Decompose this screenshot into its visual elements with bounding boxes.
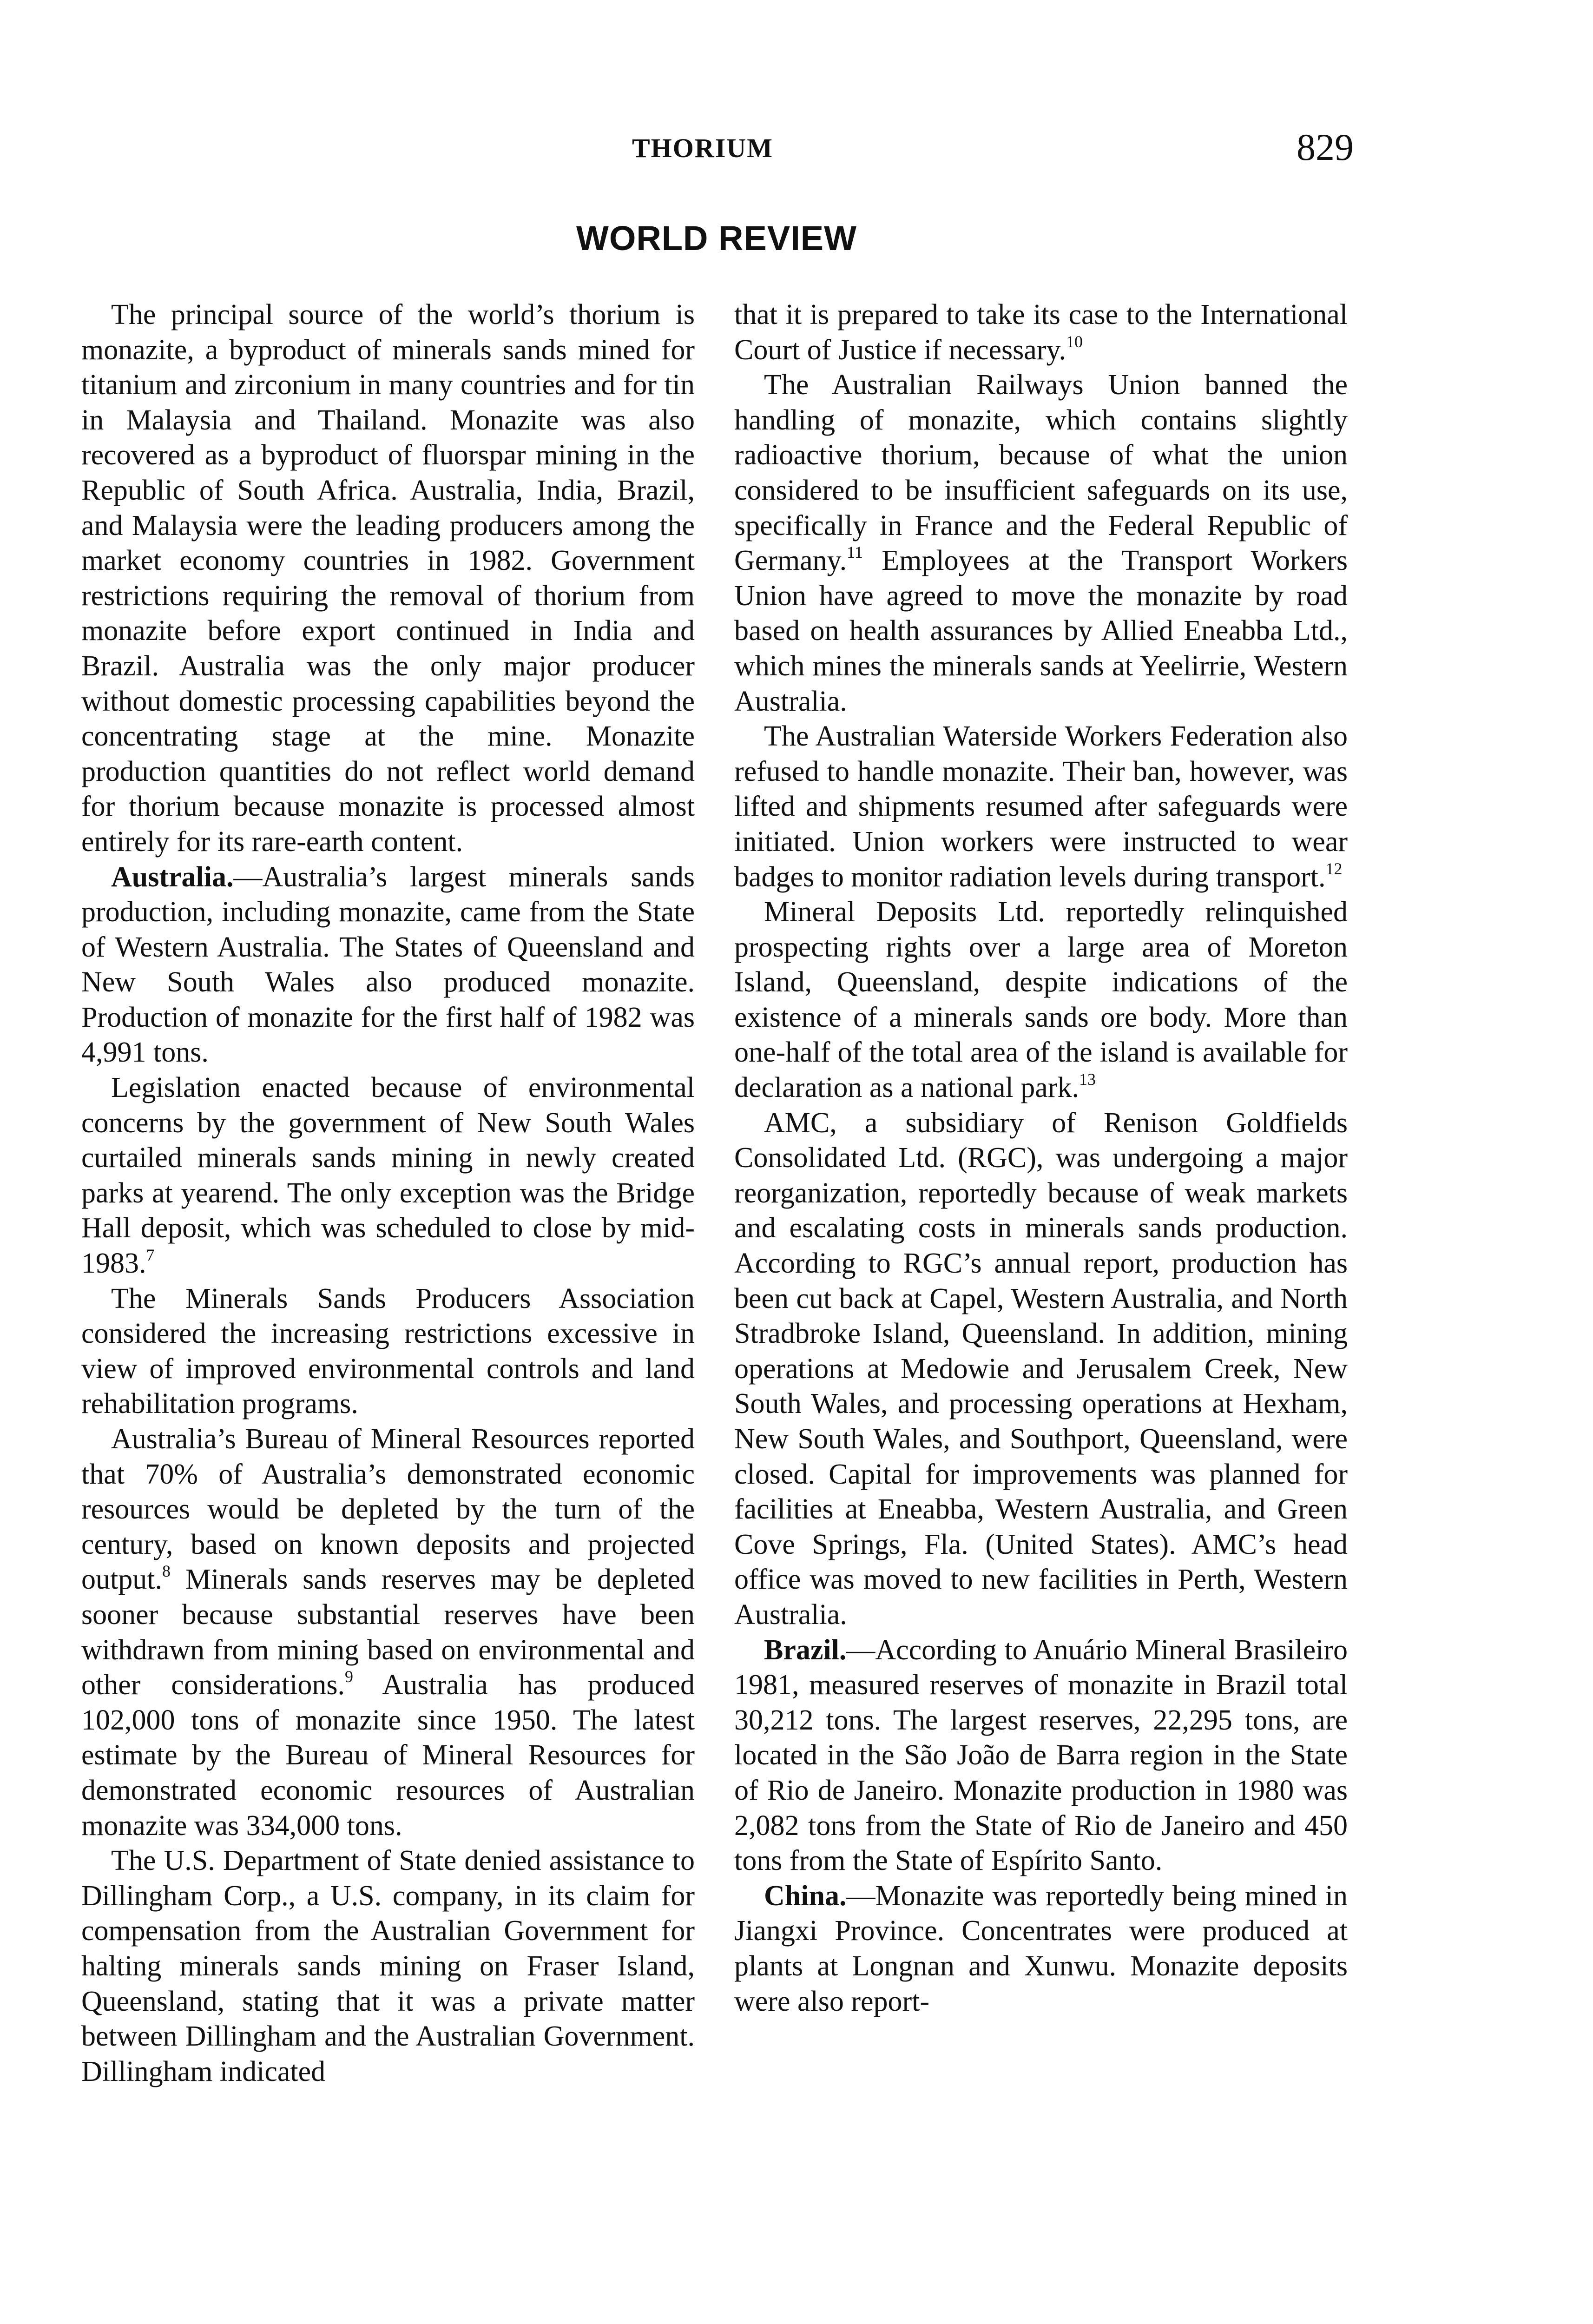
paragraph-text: The Australian Waterside Workers Federation also refused to handle monazite. Their ban, however, was lifted and shipments resumed after safeguards were initiated. Union workers were instructed to wear badges to monitor radiation levels during transport. [734, 720, 1348, 893]
footnote-ref: 10 [1066, 332, 1083, 351]
paragraph-intro [81, 297, 695, 860]
country-heading-australia: Australia. [111, 861, 234, 893]
paragraph-brazil [734, 1633, 1348, 1879]
footnote-ref: 8 [162, 1562, 171, 1581]
paragraph-amc [734, 1106, 1348, 1633]
paragraph-bureau [81, 1422, 695, 1843]
section-title: WORLD REVIEW [576, 219, 857, 257]
footnote-ref: 9 [344, 1667, 353, 1686]
footnote-ref: 7 [146, 1246, 155, 1265]
paragraph-text: —Monazite was reportedly being mined in Jiangxi Province. Concentrates were produced at plants at Longnan and Xunwu. Monazite deposits were also report- [734, 1880, 1348, 2017]
paragraph-text: Employees at the Transport Workers Union have agreed to move the monazite by road based on health assurances by Allied Eneabba Ltd., which mines the minerals sands at Yeelirrie, Western Australia. [734, 545, 1348, 717]
left-column [81, 297, 695, 2089]
paragraph-railways-union [734, 368, 1348, 719]
paragraph-text: Australia’s Bureau of Mineral Resources reported that 70% of Australia’s demonstrated economic resources would be depleted by the turn of the century, based on known deposits and projected output. [81, 1423, 695, 1596]
paragraph-text: The Australian Railways Union banned the handling of monazite, which contains slightly radioactive thorium, because of what the union considered to be insufficient safeguards on its use, specifically in France and the Federal Republic of Germany. [734, 369, 1348, 577]
paragraph-text: Mineral Deposits Ltd. reportedly relinquished prospecting rights over a large area of Moreton Island, Queensland, despite indications of the existence of a minerals sands ore body. More than one-half of the total area of the island is available for declaration as a national park. [734, 896, 1348, 1104]
paragraph-australia [81, 860, 695, 1071]
footnote-ref: 12 [1325, 859, 1343, 878]
footnote-ref: 11 [847, 543, 863, 562]
paragraph-text: Legislation enacted because of environmental concerns by the government of New South Wales curtailed minerals sands mining in newly created parks at yearend. The only exception was the Bridge Hall deposit, which was scheduled to close by mid-1983. [81, 1072, 695, 1280]
paragraph-continued [734, 297, 1348, 368]
paragraph-mineral-deposits [734, 895, 1348, 1106]
paragraph-text: The Minerals Sands Producers Association considered the increasing restrictions excessive in view of improved environmental controls and land rehabilitation programs. [81, 1282, 695, 1420]
paragraph-legislation [81, 1070, 695, 1281]
footnote-ref: 13 [1079, 1070, 1096, 1089]
right-column [734, 297, 1348, 2019]
paragraph-text: —Australia’s largest minerals sands production, including monazite, came from the State of Western Australia. The States of Queensland and New South Wales also produced monazite. Production of monazite for the first half of 1982 was 4,991 tons. [81, 861, 695, 1069]
paragraph-producers-association [81, 1281, 695, 1422]
paragraph-text: —According to Anuário Mineral Brasileiro 1981, measured reserves of monazite in Brazil total 30,212 tons. The largest reserves, 22,295 tons, are located in the São João de Barra region in the State of Rio de Janeiro. Monazite production in 1980 was 2,082 tons from the State of Rio de Janeiro and 450 tons from the State of Espírito Santo. [734, 1634, 1348, 1877]
paragraph-china [734, 1879, 1348, 2019]
paragraph-text: Australia has produced 102,000 tons of monazite since 1950. The latest estimate by the Bureau of Mineral Resources for demonstrated economic resources of Australian monazite was 334,000 tons. [81, 1669, 695, 1842]
paragraph-waterside-workers [734, 719, 1348, 895]
paragraph-state-department [81, 1843, 695, 2089]
country-heading-brazil: Brazil. [764, 1634, 847, 1666]
paragraph-text: AMC, a subsidiary of Renison Goldfields Consolidated Ltd. (RGC), was undergoing a major reorganization, reportedly because of weak markets and escalating costs in minerals sands production. According to RGC’s annual report, production has been cut back at Capel, Western Australia, and North Stradbroke Island, Queensland. In addition, mining operations at Medowie and Jerusalem Creek, New South Wales, and processing operations at Hexham, New South Wales, and Southport, Queensland, were closed. Capital for improvements was planned for facilities at Eneabba, Western Australia, and Green Cove Springs, Fla. (United States). AMC’s head office was moved to new facilities in Perth, Western Australia. [734, 1107, 1348, 1631]
paragraph-text: The principal source of the world’s thorium is monazite, a byproduct of minerals sands mined for titanium and zirconium in many countries and for tin in Malaysia and Thailand. Monazite was also recovered as a byproduct of fluorspar mining in the Republic of South Africa. Australia, India, Brazil, and Malaysia were the leading producers among the market economy countries in 1982. Government restrictions requiring the removal of thorium from monazite before export continued in India and Brazil. Australia was the only major producer without domestic processing capabilities beyond the concentrating stage at the mine. Monazite production quantities do not reflect world demand for thorium because monazite is processed almost entirely for its rare-earth content. [81, 299, 695, 858]
country-heading-china: China. [764, 1880, 847, 1912]
paragraph-text: that it is prepared to take its case to the International Court of Justice if necessary. [734, 299, 1348, 366]
paragraph-text: Minerals sands reserves may be depleted sooner because substantial reserves have been withdrawn from mining based on environmental and other considerations. [81, 1564, 695, 1701]
page-number: 829 [1297, 126, 1354, 168]
running-head: THORIUM [632, 133, 773, 163]
paragraph-text: The U.S. Department of State denied assistance to Dillingham Corp., a U.S. company, in its claim for compensation from the Australian Government for halting minerals sands mining on Fraser Island, Queensland, stating that it was a private matter between Dillingham and the Australian Government. Dillingham indicated [81, 1845, 695, 2087]
